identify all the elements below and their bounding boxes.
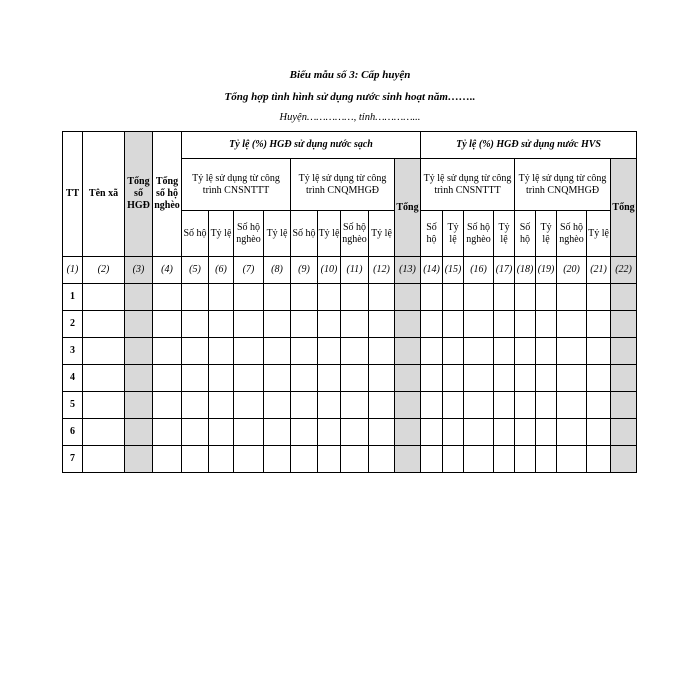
data-cell — [587, 311, 611, 338]
header-so-ho: Số hộ — [182, 211, 209, 257]
data-cell — [83, 446, 125, 473]
header-group-hvs: Tỷ lệ (%) HGĐ sử dụng nước HVS — [421, 132, 637, 159]
header-so-ho-ngheo: Số hộ nghèo — [341, 211, 369, 257]
row-number: 7 — [63, 446, 83, 473]
data-cell — [369, 392, 395, 419]
header-sub-cnqmhgd-2: Tỷ lệ sử dụng từ công trình CNQMHGĐ — [515, 159, 611, 211]
data-cell — [464, 284, 494, 311]
data-cell — [125, 284, 153, 311]
data-cell — [443, 338, 464, 365]
data-cell — [318, 311, 341, 338]
data-cell — [182, 365, 209, 392]
data-cell — [341, 284, 369, 311]
data-cell — [264, 338, 291, 365]
data-cell — [557, 419, 587, 446]
header-row-1 — [63, 132, 637, 159]
data-cell — [557, 446, 587, 473]
data-cell — [369, 365, 395, 392]
data-cell — [464, 311, 494, 338]
data-cell — [369, 419, 395, 446]
data-cell — [536, 365, 557, 392]
data-cell — [587, 284, 611, 311]
header-ty-le: Tỷ lệ — [264, 211, 291, 257]
data-cell — [369, 311, 395, 338]
column-number-cell: (3) — [125, 257, 153, 284]
data-cell — [515, 311, 536, 338]
data-cell — [515, 392, 536, 419]
header-sub-cnsnttt-1: Tỷ lệ sử dụng từ công trình CNSNTTT — [182, 159, 291, 211]
column-number-cell: (21) — [587, 257, 611, 284]
column-number-cell: (10) — [318, 257, 341, 284]
table-row — [63, 311, 637, 338]
data-cell — [153, 284, 182, 311]
data-cell — [264, 365, 291, 392]
data-cell — [209, 311, 234, 338]
column-number-cell: (17) — [494, 257, 515, 284]
data-cell — [234, 338, 264, 365]
header-ten-xa: Tên xã — [83, 132, 125, 257]
row-number: 3 — [63, 338, 83, 365]
header-so-ho-ngheo: Số hộ nghèo — [464, 211, 494, 257]
header-sub-cnqmhgd-1: Tỷ lệ sử dụng từ công trình CNQMHGĐ — [291, 159, 395, 211]
data-cell — [587, 392, 611, 419]
data-cell — [464, 419, 494, 446]
data-cell — [318, 392, 341, 419]
header-ty-le: Tỷ lệ — [494, 211, 515, 257]
data-cell — [611, 419, 637, 446]
data-cell — [494, 446, 515, 473]
data-cell — [234, 365, 264, 392]
table-row — [63, 365, 637, 392]
column-number-cell: (2) — [83, 257, 125, 284]
header-tong-1: Tổng — [395, 159, 421, 257]
column-number-cell: (18) — [515, 257, 536, 284]
data-cell — [611, 338, 637, 365]
data-cell — [264, 284, 291, 311]
column-number-cell: (20) — [557, 257, 587, 284]
data-cell — [587, 419, 611, 446]
data-cell — [264, 419, 291, 446]
row-number: 4 — [63, 365, 83, 392]
column-number-cell: (5) — [182, 257, 209, 284]
data-cell — [83, 338, 125, 365]
data-cell — [318, 365, 341, 392]
header-ty-le: Tỷ lệ — [209, 211, 234, 257]
column-number-cell: (14) — [421, 257, 443, 284]
data-cell — [125, 365, 153, 392]
data-cell — [125, 392, 153, 419]
header-so-ho-ngheo: Số hộ nghèo — [557, 211, 587, 257]
data-cell — [515, 338, 536, 365]
data-cell — [557, 311, 587, 338]
header-tt: TT — [63, 132, 83, 257]
data-cell — [443, 392, 464, 419]
column-number-cell: (11) — [341, 257, 369, 284]
header-so-ho: Số hộ — [291, 211, 318, 257]
header-ty-le: Tỷ lệ — [318, 211, 341, 257]
column-number-cell: (8) — [264, 257, 291, 284]
header-ty-le: Tỷ lệ — [443, 211, 464, 257]
data-cell — [234, 284, 264, 311]
data-cell — [264, 311, 291, 338]
header-group-nuoc-sach: Tỷ lệ (%) HGĐ sử dụng nước sạch — [182, 132, 421, 159]
header-ty-le: Tỷ lệ — [369, 211, 395, 257]
data-cell — [395, 338, 421, 365]
data-cell — [557, 338, 587, 365]
data-cell — [182, 338, 209, 365]
data-cell — [421, 446, 443, 473]
data-cell — [234, 311, 264, 338]
data-cell — [291, 311, 318, 338]
data-cell — [443, 446, 464, 473]
data-cell — [209, 392, 234, 419]
data-cell — [318, 419, 341, 446]
data-cell — [557, 392, 587, 419]
data-cell — [153, 338, 182, 365]
data-cell — [153, 419, 182, 446]
data-cell — [443, 311, 464, 338]
header-tong-2: Tổng — [611, 159, 637, 257]
data-cell — [291, 392, 318, 419]
data-cell — [494, 284, 515, 311]
data-cell — [341, 392, 369, 419]
header-tong-so-ho-ngheo: Tổng số hộ nghèo — [153, 132, 182, 257]
column-number-cell: (16) — [464, 257, 494, 284]
header-sub-cnsnttt-2: Tỷ lệ sử dụng từ công trình CNSNTTT — [421, 159, 515, 211]
data-cell — [421, 392, 443, 419]
data-cell — [494, 392, 515, 419]
data-cell — [494, 311, 515, 338]
data-cell — [587, 365, 611, 392]
data-cell — [341, 419, 369, 446]
column-number-cell: (12) — [369, 257, 395, 284]
data-cell — [182, 392, 209, 419]
data-cell — [209, 419, 234, 446]
data-cell — [182, 311, 209, 338]
column-number-cell: (19) — [536, 257, 557, 284]
data-cell — [83, 419, 125, 446]
data-cell — [125, 338, 153, 365]
form-title: Biểu mẫu số 3: Cấp huyện — [289, 69, 411, 81]
data-cell — [536, 338, 557, 365]
column-number-cell: (4) — [153, 257, 182, 284]
data-cell — [536, 284, 557, 311]
data-cell — [536, 311, 557, 338]
table-row — [63, 284, 637, 311]
data-cell — [611, 446, 637, 473]
header-so-ho: Số hộ — [515, 211, 536, 257]
data-cell — [153, 311, 182, 338]
data-cell — [515, 365, 536, 392]
data-cell — [536, 446, 557, 473]
data-cell — [83, 365, 125, 392]
data-cell — [443, 365, 464, 392]
data-cell — [395, 392, 421, 419]
data-cell — [318, 338, 341, 365]
data-cell — [494, 338, 515, 365]
data-cell — [291, 419, 318, 446]
data-cell — [83, 284, 125, 311]
row-number: 6 — [63, 419, 83, 446]
form-subtitle: Tổng hợp tình hình sử dụng nước sinh hoạt năm…….. — [224, 91, 476, 103]
data-cell — [464, 338, 494, 365]
data-cell — [443, 419, 464, 446]
data-cell — [83, 311, 125, 338]
data-cell — [369, 446, 395, 473]
data-cell — [182, 284, 209, 311]
header-tong-so-hgd: Tổng số HGĐ — [125, 132, 153, 257]
data-cell — [153, 365, 182, 392]
data-cell — [395, 284, 421, 311]
data-cell — [421, 284, 443, 311]
data-cell — [611, 284, 637, 311]
water-usage-table — [62, 131, 637, 473]
data-cell — [494, 365, 515, 392]
data-cell — [182, 446, 209, 473]
data-cell — [515, 446, 536, 473]
column-number-cell: (9) — [291, 257, 318, 284]
data-cell — [291, 338, 318, 365]
data-cell — [369, 338, 395, 365]
data-cell — [395, 365, 421, 392]
data-cell — [611, 311, 637, 338]
data-cell — [341, 311, 369, 338]
data-cell — [421, 365, 443, 392]
data-cell — [587, 446, 611, 473]
data-cell — [291, 446, 318, 473]
row-number: 5 — [63, 392, 83, 419]
header-ty-le: Tỷ lệ — [587, 211, 611, 257]
district-province-line: Huyện……………, tỉnh…………... — [279, 112, 421, 123]
data-cell — [341, 446, 369, 473]
data-cell — [125, 419, 153, 446]
table-row — [63, 446, 637, 473]
data-cell — [515, 419, 536, 446]
data-cell — [611, 365, 637, 392]
data-cell — [209, 365, 234, 392]
data-cell — [443, 284, 464, 311]
data-cell — [234, 419, 264, 446]
data-cell — [536, 419, 557, 446]
data-cell — [536, 392, 557, 419]
data-cell — [318, 284, 341, 311]
data-cell — [341, 338, 369, 365]
table-row — [63, 338, 637, 365]
data-cell — [153, 446, 182, 473]
data-cell — [83, 392, 125, 419]
table-row — [63, 419, 637, 446]
data-cell — [291, 284, 318, 311]
header-so-ho: Số hộ — [421, 211, 443, 257]
data-cell — [264, 446, 291, 473]
data-cell — [557, 284, 587, 311]
data-cell — [395, 419, 421, 446]
data-cell — [464, 446, 494, 473]
column-number-cell: (13) — [395, 257, 421, 284]
data-cell — [587, 338, 611, 365]
data-cell — [291, 365, 318, 392]
data-cell — [395, 446, 421, 473]
data-cell — [494, 419, 515, 446]
data-cell — [125, 446, 153, 473]
row-number: 1 — [63, 284, 83, 311]
header-so-ho-ngheo: Số hộ nghèo — [234, 211, 264, 257]
data-cell — [264, 392, 291, 419]
data-cell — [369, 284, 395, 311]
data-cell — [209, 284, 234, 311]
data-cell — [421, 311, 443, 338]
data-cell — [464, 392, 494, 419]
data-cell — [234, 392, 264, 419]
column-number-cell: (22) — [611, 257, 637, 284]
data-cell — [182, 419, 209, 446]
row-number: 2 — [63, 311, 83, 338]
data-cell — [234, 446, 264, 473]
table-row — [63, 392, 637, 419]
data-cell — [557, 365, 587, 392]
data-cell — [318, 446, 341, 473]
data-cell — [421, 419, 443, 446]
data-cell — [611, 392, 637, 419]
data-cell — [464, 365, 494, 392]
data-cell — [341, 365, 369, 392]
column-number-cell: (7) — [234, 257, 264, 284]
data-cell — [395, 311, 421, 338]
column-number-cell: (1) — [63, 257, 83, 284]
data-cell — [515, 284, 536, 311]
data-cell — [209, 446, 234, 473]
data-cell — [153, 392, 182, 419]
header-ty-le: Tỷ lệ — [536, 211, 557, 257]
column-number-cell: (6) — [209, 257, 234, 284]
data-cell — [209, 338, 234, 365]
column-number-row — [63, 257, 637, 284]
data-cell — [125, 311, 153, 338]
data-cell — [421, 338, 443, 365]
column-number-cell: (15) — [443, 257, 464, 284]
